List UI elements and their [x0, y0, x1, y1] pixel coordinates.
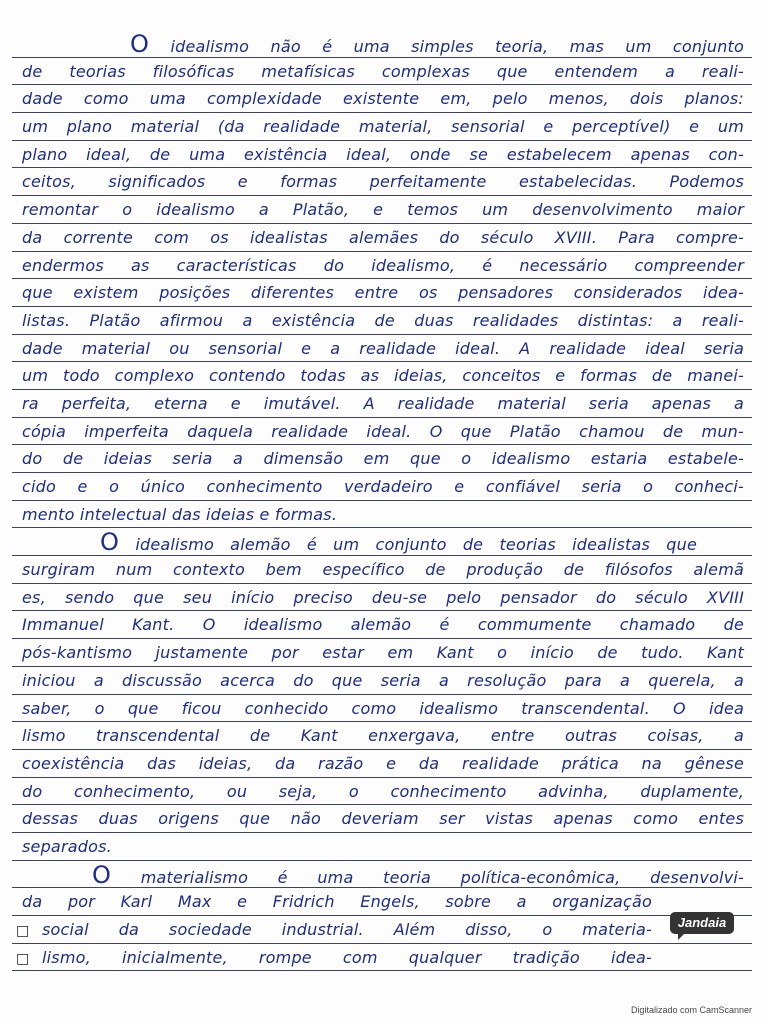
paragraph-1-line-16: do de ideias seria a dimensão em que o idealismo estaria estabele-: [12, 445, 752, 473]
paragraph-1-line-5: plano ideal, de uma existência ideal, onde se estabelecem apenas con-: [12, 141, 752, 169]
margin-checkbox-mark: □: [16, 950, 30, 967]
jandaia-logo: Jandaia: [670, 912, 734, 934]
paragraph-1-line-4: um plano material (da realidade material, sensorial e perceptível) e um: [12, 113, 752, 141]
paragraph-1-line-1: O idealismo não é uma simples teoria, mas um conjunto: [12, 30, 752, 58]
paragraph-1-line-2: de teorias filosóficas metafísicas complexas que entendem a reali-: [12, 58, 752, 86]
paragraph-1-line-13: um todo complexo contendo todas as ideias, conceitos e formas de manei-: [12, 362, 752, 390]
notebook-page: [12, 30, 752, 971]
paragraph-3-line-2: da por Karl Max e Fridrich Engels, sobre a organização: [12, 888, 752, 916]
paragraph-1-line-3: dade como uma complexidade existente em, pelo menos, dois planos:: [12, 85, 752, 113]
paragraph-2-line-8: lismo transcendental de Kant enxergava, entre outras coisas, a: [12, 722, 752, 750]
paragraph-1-line-9: endermos as características do idealismo, é necessário compreender: [12, 252, 752, 280]
paragraph-1-line-12: dade material ou sensorial e a realidade ideal. A realidade ideal seria: [12, 335, 752, 363]
paragraph-2-line-6: iniciou a discussão acerca do que seria a resolução para a querela, a: [12, 667, 752, 695]
paragraph-1-line-10: que existem posições diferentes entre os pensadores considerados idea-: [12, 279, 752, 307]
paragraph-3-line-4: [12, 944, 752, 972]
paragraph-1-line-15: cópia imperfeita daquela realidade ideal. O que Platão chamou de mun-: [12, 418, 752, 446]
paragraph-2-line-9: coexistência das ideias, da razão e da realidade prática na gênese: [12, 750, 752, 778]
paragraph-1-line-11: listas. Platão afirmou a existência de duas realidades distintas: a reali-: [12, 307, 752, 335]
paragraph-2-line-2: surgiram num contexto bem específico de produção de filósofos alemã: [12, 556, 752, 584]
paragraph-1-line-18: mento intelectual das ideias e formas.: [12, 501, 752, 529]
paragraph-3-line-1: O materialismo é uma teoria política-econômica, desenvolvi-: [12, 861, 752, 889]
camscanner-watermark: Digitalizado com CamScanner: [630, 1005, 752, 1015]
paragraph-2-line-5: pós-kantismo justamente por estar em Kant o início de tudo. Kant: [12, 639, 752, 667]
paragraph-1-line-6: ceitos, significados e formas perfeitamente estabelecidas. Podemos: [12, 168, 752, 196]
paragraph-2-line-11: dessas duas origens que não deveriam ser vistas apenas como entes: [12, 805, 752, 833]
paragraph-2-line-10: do conhecimento, ou seja, o conhecimento advinha, duplamente,: [12, 778, 752, 806]
paragraph-2-line-1: O idealismo alemão é um conjunto de teorias idealistas que: [12, 528, 752, 556]
paragraph-3-line-4-text: lismo, inicialmente, rompe com qualquer tradição idea-: [42, 947, 652, 967]
paragraph-3-line-3-text: social da sociedade industrial. Além disso, o materia-: [42, 920, 652, 939]
paragraph-1-line-7: remontar o idealismo a Platão, e temos um desenvolvimento maior: [12, 196, 752, 224]
paragraph-1-line-17: cido e o único conhecimento verdadeiro e confiável seria o conheci-: [12, 473, 752, 501]
margin-checkbox-mark: □: [16, 923, 30, 939]
paragraph-2-line-12: separados.: [12, 833, 752, 861]
paragraph-1-line-14: ra perfeita, eterna e imutável. A realidade material seria apenas a: [12, 390, 752, 418]
paragraph-2-line-4: Immanuel Kant. O idealismo alemão é commumente chamado de: [12, 611, 752, 639]
paragraph-2-line-3: es, sendo que seu início preciso deu-se pelo pensador do século XVIII: [12, 584, 752, 612]
paragraph-3-line-3: [12, 916, 752, 944]
paragraph-1-line-8: da corrente com os idealistas alemães do século XVIII. Para compre-: [12, 224, 752, 252]
paragraph-2-line-7: saber, o que ficou conhecido como idealismo transcendental. O idea: [12, 695, 752, 723]
